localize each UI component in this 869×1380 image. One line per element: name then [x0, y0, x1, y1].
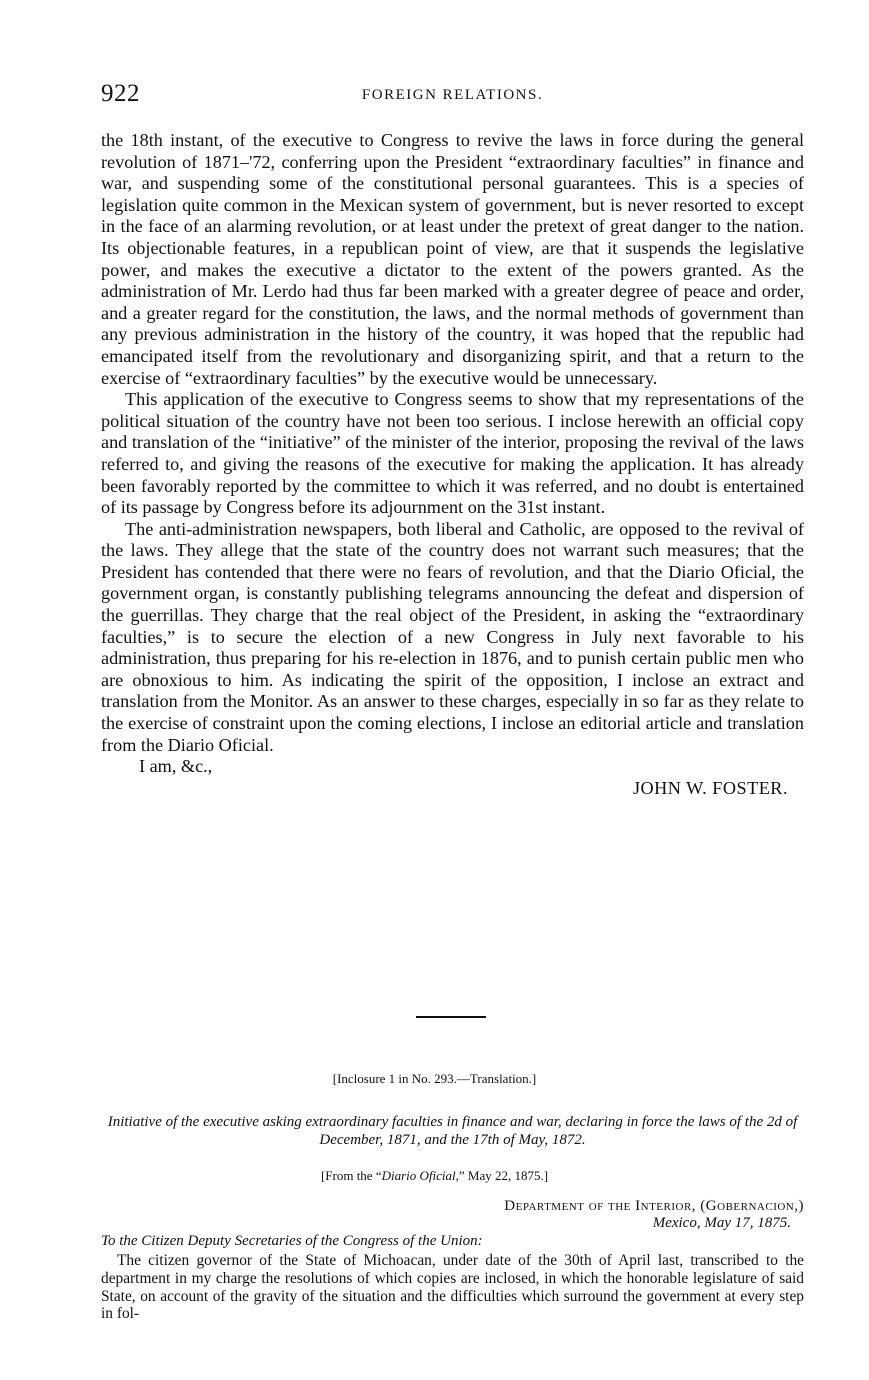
source-prefix: [From the “ — [320, 1168, 382, 1183]
place-date: Mexico, May 17, 1875. — [652, 1215, 791, 1231]
letter-body — [101, 130, 804, 800]
letter-closing: I am, &c., — [139, 756, 213, 777]
page-header — [101, 80, 804, 110]
letter-signature: JOHN W. FOSTER. — [632, 778, 788, 799]
page-number: 922 — [101, 80, 140, 107]
inclosure-title: Initiative of the executive asking extraordinary faculties in finance and war, declaring in force the laws of the 2d of December, 1871, and the 17th of May, 1872. — [107, 1114, 798, 1148]
running-head: FOREIGN RELATIONS. — [361, 87, 544, 103]
letter-paragraph-1: the 18th instant, of the executive to Congress to revive the laws in force during the general revolution of 1871–'72, conferring upon the President “extraordinary faculties” in finance and war, and suspending some of the constitutional personal guarantees. This is a species of legislation quite common in the Mexican system of government, but is never resorted to except in the face of an alarming revolution, or at least under the pretext of great danger to the nation. Its objectionable features, in a republican point of view, are that it suspends the legislative power, and makes the executive a dictator to the extent of the powers granted. As the administration of Mr. Lerdo had thus far been marked with a greater degree of peace and order, and a greater regard for the constitution, the laws, and the normal methods of government than any previous administration in the history of the country, it was hoped that the republic had emancipated itself from the revolutionary and disorganizing spirit, and that a return to the exercise of “extraordinary faculties” by the executive would be unnecessary. — [101, 130, 804, 388]
department-heading — [101, 1197, 804, 1215]
letter-paragraph-2: This application of the executive to Congress seems to show that my representations of the political situation of the country have not been too serious. I inclose herewith an official copy and translation of the “initiative” of the minister of the interior, proposing the revival of the laws referred to, and giving the reasons of the executive for making the application. It has already been favorably reported by the committee to which it was referred, and no doubt is entertained of its passage by Congress before its adjournment on the 31st instant. — [101, 389, 804, 518]
section-divider — [416, 1016, 486, 1018]
letter-paragraph-3: The anti-administration newspapers, both liberal and Catholic, are opposed to the revival of the laws. They allege that the state of the country does not warrant such measures; that the President has contended that there were no fears of revolution, and that the Diario Oficial, the government organ, is constantly publishing telegrams announcing the defeat and dispersion of the guerrillas. They charge that the real object of the President, in asking the “extraordinary faculties,” is to secure the election of a new Congress in July next favorable to his administration, thus preparing for his re-election in 1876, and to punish certain public men who are obnoxious to him. As indicating the spirit of the opposition, I inclose an extract and translation from the Monitor. As an answer to these charges, especially in so far as they relate to the exercise of constraint upon the coming elections, I inclose an editorial article and translation from the Diario Oficial. — [101, 518, 804, 755]
source-suffix: ” May 22, 1875.] — [458, 1168, 549, 1183]
inclosure-body-paragraph: The citizen governor of the State of Michoacan, under date of the 30th of April last, transcribed to the department in my charge the resolutions of which copies are inclosed, in which the honorable legislature of said State, on account of the gravity of the situation and the difficulties which surround the government at every step in fol- — [101, 1252, 804, 1323]
inclosure-label: [Inclosure 1 in No. 293.—Translation.] — [332, 1071, 537, 1086]
department-name: Department of the Interior, (Gobernacion,) — [504, 1198, 804, 1214]
inclosure-source — [0, 1168, 869, 1184]
source-newspaper-name: Diario Oficial, — [381, 1168, 459, 1183]
addressee-line: To the Citizen Deputy Secretaries of the Congress of the Union: — [101, 1233, 483, 1249]
